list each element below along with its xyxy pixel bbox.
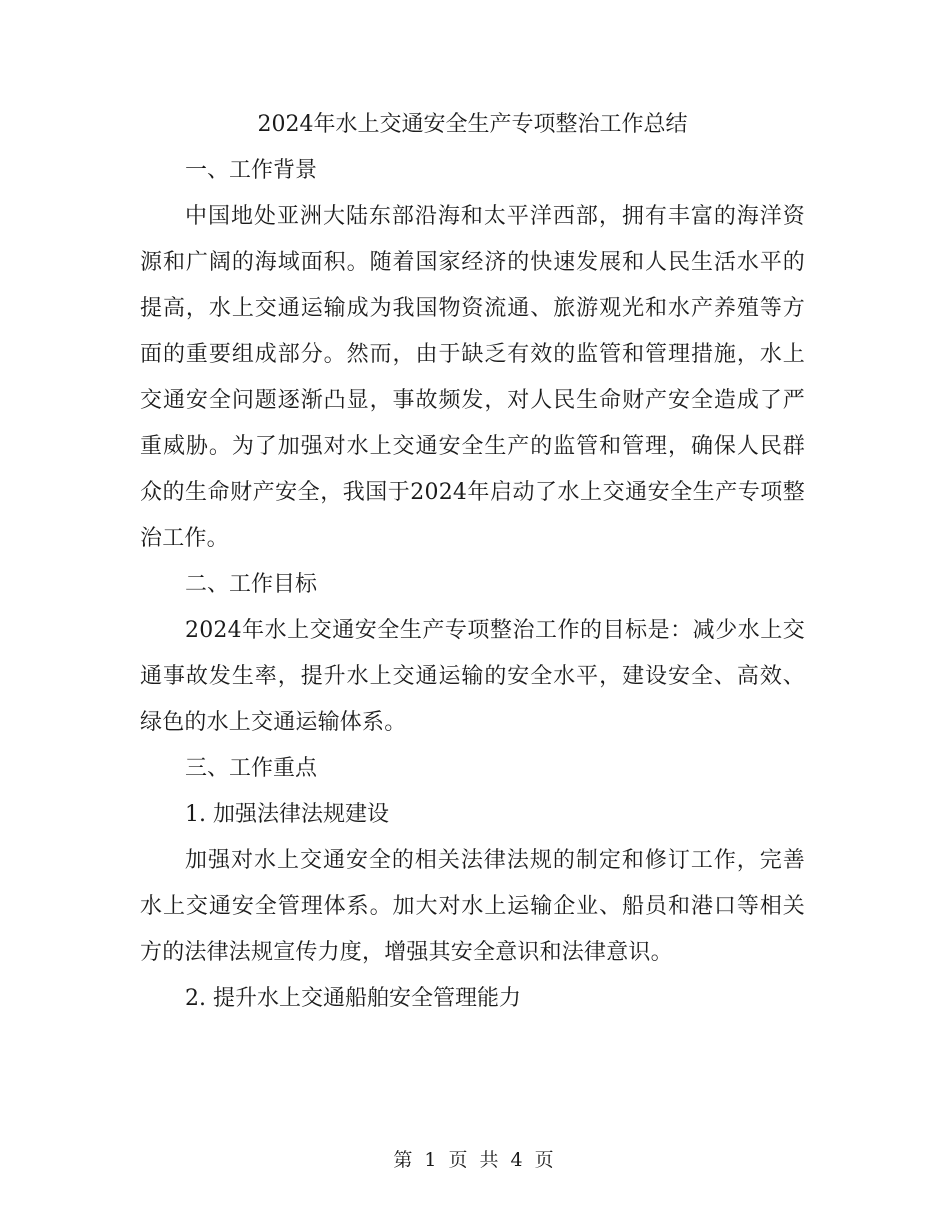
document-title: 2024年水上交通安全生产专项整治工作总结: [257, 112, 688, 137]
section-heading-goal: 二、工作目标: [185, 572, 318, 597]
subsection-heading-legislation: 1. 加强法律法规建设: [185, 802, 389, 827]
section-heading-focus: 三、工作重点: [185, 756, 318, 781]
subsection-heading-ship-safety: 2. 提升水上交通船舶安全管理能力: [185, 986, 521, 1011]
page-number-footer: 第 1 页 共 4 页: [393, 1149, 557, 1171]
subsection-text-legislation: 加强对水上交通安全的相关法律法规的制定和修订工作，完善水上交通安全管理体系。加大对水上运输企业、船员和港口等相关方的法律法规宣传力度，增强其安全意识和法律意识。: [140, 848, 805, 965]
section-heading-background: 一、工作背景: [185, 158, 318, 183]
section-text-goal: 2024年水上交通安全生产专项整治工作的目标是：减少水上交通事故发生率，提升水上交通运输的安全水平，建设安全、高效、绿色的水上交通运输体系。: [140, 618, 805, 735]
section-text-background: 中国地处亚洲大陆东部沿海和太平洋西部，拥有丰富的海洋资源和广阔的海域面积。随着国家经济的快速发展和人民生活水平的提高，水上交通运输成为我国物资流通、旅游观光和水产养殖等方面的重要组成部分。然而，由于缺乏有效的监管和管理措施，水上交通安全问题逐渐凸显，事故频发，对人民生命财产安全造成了严重威胁。为了加强对水上交通安全生产的监管和管理，确保人民群众的生命财产安全，我国于2024年启动了水上交通安全生产专项整治工作。: [140, 204, 805, 551]
document-body: [140, 102, 805, 1022]
